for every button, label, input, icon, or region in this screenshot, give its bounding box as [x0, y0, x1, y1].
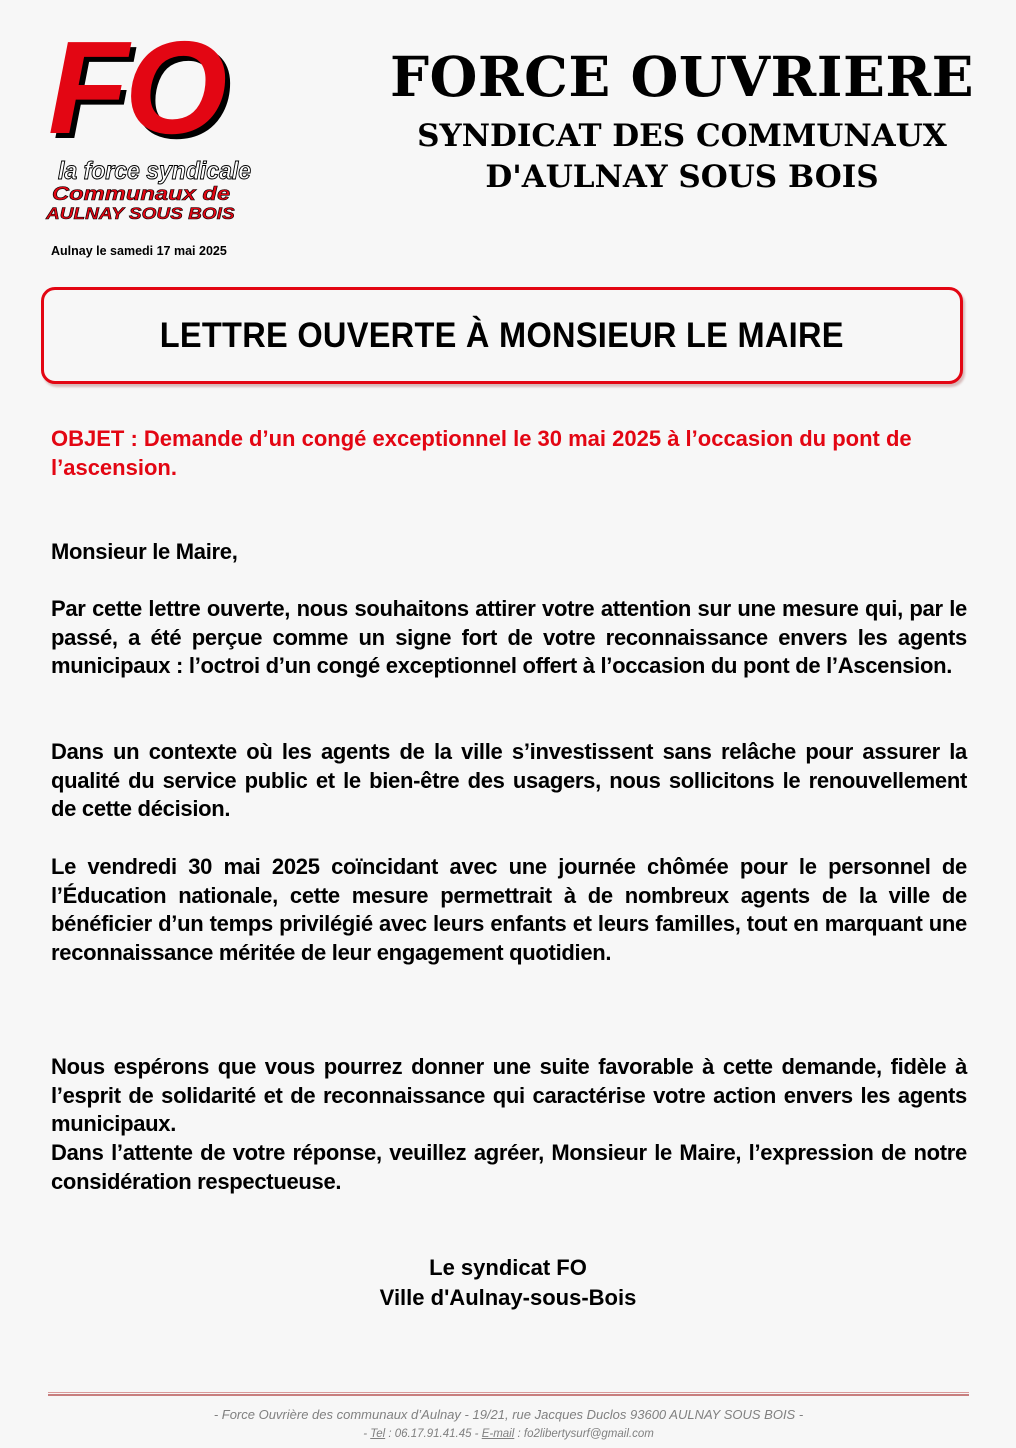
paragraph-3: Le vendredi 30 mai 2025 coïncidant avec une journée chômée pour le personnel de l’Éducation nationale, cette mesure permettrait à de nombreux agents de la ville de bénéficier d’un temps privilégié avec leurs enfants et leurs familles, tout en marquant une reconnaissance méritée de leur engagement quotidien. [51, 854, 967, 966]
footer-divider [48, 1392, 969, 1396]
paragraph-1: Par cette lettre ouverte, nous souhaitons attirer votre attention sur une mesure qui, par le passé, a été perçue comme un signe fort de votre reconnaissance envers les agents municipaux : l’octroi d’un congé exceptionnel offert à l’occasion du pont de l’Ascension. [51, 596, 967, 679]
paragraph-2: Dans un contexte où les agents de la ville s’investissent sans relâche pour assurer la qualité du service public et le bien-être des usagers, nous sollicitons le renouvellement de cette décision. [51, 739, 967, 822]
logo-tagline: la force syndicale [58, 157, 252, 185]
footer-tel-label: Tel [370, 1428, 386, 1440]
org-subtitle-line1: SYNDICAT DES COMMUNAUX [417, 118, 947, 154]
footer-contact [48, 1427, 969, 1441]
footer-email-label: E-mail [481, 1428, 515, 1440]
date-line: Aulnay le samedi 17 mai 2025 [51, 244, 227, 258]
signature-block [300, 1253, 716, 1313]
paragraph-4: Nous espérons que vous pourrez donner une suite favorable à cette demande, fidèle à l’esprit de solidarité et de reconnaissance qui caractérise votre action envers les agents municipaux. [51, 1054, 967, 1137]
salutation: Monsieur le Maire, [51, 539, 238, 564]
letter-title: LETTRE OUVERTE À MONSIEUR LE MAIRE [159, 315, 845, 355]
letter-subject: OBJET : Demande d’un congé exceptionnel le 30 mai 2025 à l’occasion du pont de l’ascension. [51, 426, 912, 480]
logo-letters: FO [48, 14, 224, 161]
org-subtitle-line2: D'AULNAY SOUS BOIS [485, 159, 879, 195]
letter-title-banner [41, 287, 963, 384]
fo-logo [44, 14, 306, 224]
signature-line2: Ville d'Aulnay-sous-Bois [379, 1285, 637, 1310]
footer-address: - Force Ouvrière des communaux d’Aulnay - 19/21, rue Jacques Duclos 93600 AULNAY SOUS BOIS - [213, 1407, 804, 1422]
footer-prefix: - [363, 1428, 371, 1440]
footer-divider-line-thick [48, 1394, 969, 1396]
footer-email-value: : fo2libertysurf@gmail.com [514, 1428, 654, 1440]
footer-divider-line-thin [48, 1392, 969, 1393]
paragraph-5: Dans l’attente de votre réponse, veuillez agréer, Monsieur le Maire, l’expression de notre considération respectueuse. [51, 1140, 967, 1194]
logo-line2: AULNAY SOUS BOIS [46, 204, 235, 223]
footer-tel-value: : 06.17.91.41.45 - [385, 1428, 482, 1440]
org-title: FORCE OUVRIERE [389, 44, 975, 109]
signature-line1: Le syndicat FO [429, 1255, 587, 1280]
logo-line1: Communaux de [52, 184, 231, 205]
